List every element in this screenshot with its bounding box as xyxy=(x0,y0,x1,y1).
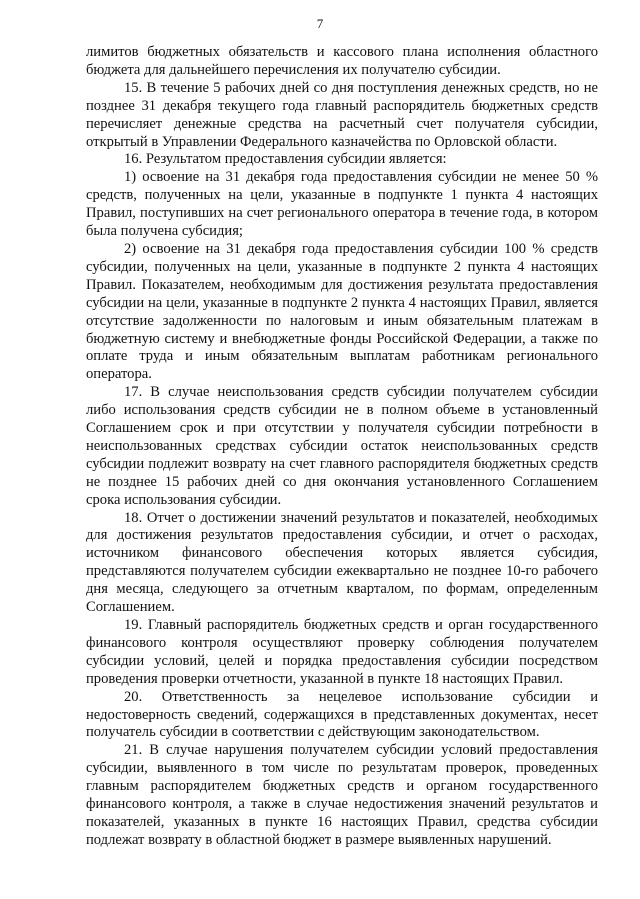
paragraph-continuation: лимитов бюджетных обязательств и кассового плана исполнения областного бюджета для дальнейшего перечисления их получателю субсидии. xyxy=(86,44,598,78)
paragraph-21: 21. В случае нарушения получателем субсидии условий предоставления субсидии, выявленного в том числе по результатам проверок, проведенных главным распорядителем бюджетных средств и органом государственного финансового контроля, а также в случае недостижения значений результатов и показателей, указанных в пункте 16 настоящих Правил, средства субсидии подлежат возврату в областной бюджет в размере выявленных нарушений. xyxy=(86,742,598,848)
paragraph-16-item-1: 1) освоение на 31 декабря года предоставления субсидии не менее 50 % средств, полученных на цели, указанные в подпункте 1 пункта 4 настоящих Правил, поступивших на счет регионального оператора в течение года, в котором была получена субсидия; xyxy=(86,169,598,240)
paragraph-15: 15. В течение 5 рабочих дней со дня поступления денежных средств, но не позднее 31 декабря текущего года главный распорядитель бюджетных средств перечисляет денежные средства на расчетный счет получателя субсидии, открытый в Управлении Федерального казначейства по Орловской области. xyxy=(86,79,598,150)
paragraph-18: 18. Отчет о достижении значений результатов и показателей, необходимых для достижения результатов предоставления субсидии, и отчет о расходах, источником финансового обеспечения которых является субсидия, представляются получателем субсидии ежеквартально не позднее 10-го рабочего дня месяца, следующего за отчетным кварталом, по формам, определенным Соглашением. xyxy=(86,509,598,616)
paragraph-17: 17. В случае неиспользования средств субсидии получателем субсидии либо использования средств субсидии не в полном объеме в установленный Соглашением срок и при отсутствии у получателя субсидии потребности в неиспользованных средствах субсидии остаток неиспользованных средств субсидии подлежит возврату на счет главного распорядителя бюджетных средств не позднее 15 рабочих дней со дня окончания установленного Соглашением срока использования субсидии. xyxy=(86,384,598,508)
paragraph-16: 16. Результатом предоставления субсидии является: xyxy=(124,151,447,168)
page-number: 7 xyxy=(316,16,324,31)
paragraph-16-item-2: 2) освоение на 31 декабря года предоставления субсидии 100 % средств субсидии, полученных на цели, указанные в подпункте 2 пункта 4 настоящих Правил. Показателем, необходимым для достижения результата предоставления субсидии на цели, указанные в подпункте 2 пункта 4 настоящих Правил, является отсутствие задолженности по налоговым и иным обязательным платежам в бюджетную систему и внебюджетные фонды Российской Федерации, а также по оплате труда и иным обязательным выплатам работникам регионального оператора. xyxy=(86,240,598,383)
document-body xyxy=(86,44,598,850)
paragraph-19: 19. Главный распорядитель бюджетных средств и орган государственного финансового контроля осуществляют проверку соблюдения получателем субсидии условий, целей и порядка предоставления субсидии посредством проведения проверки отчетности, указанной в пункте 18 настоящих Правил. xyxy=(86,617,598,687)
paragraph-20: 20. Ответственность за нецелевое использование субсидии и недостоверность сведений, содержащихся в представленных документах, несет получатель субсидии в соответствии с действующим законодательством. xyxy=(86,688,598,741)
